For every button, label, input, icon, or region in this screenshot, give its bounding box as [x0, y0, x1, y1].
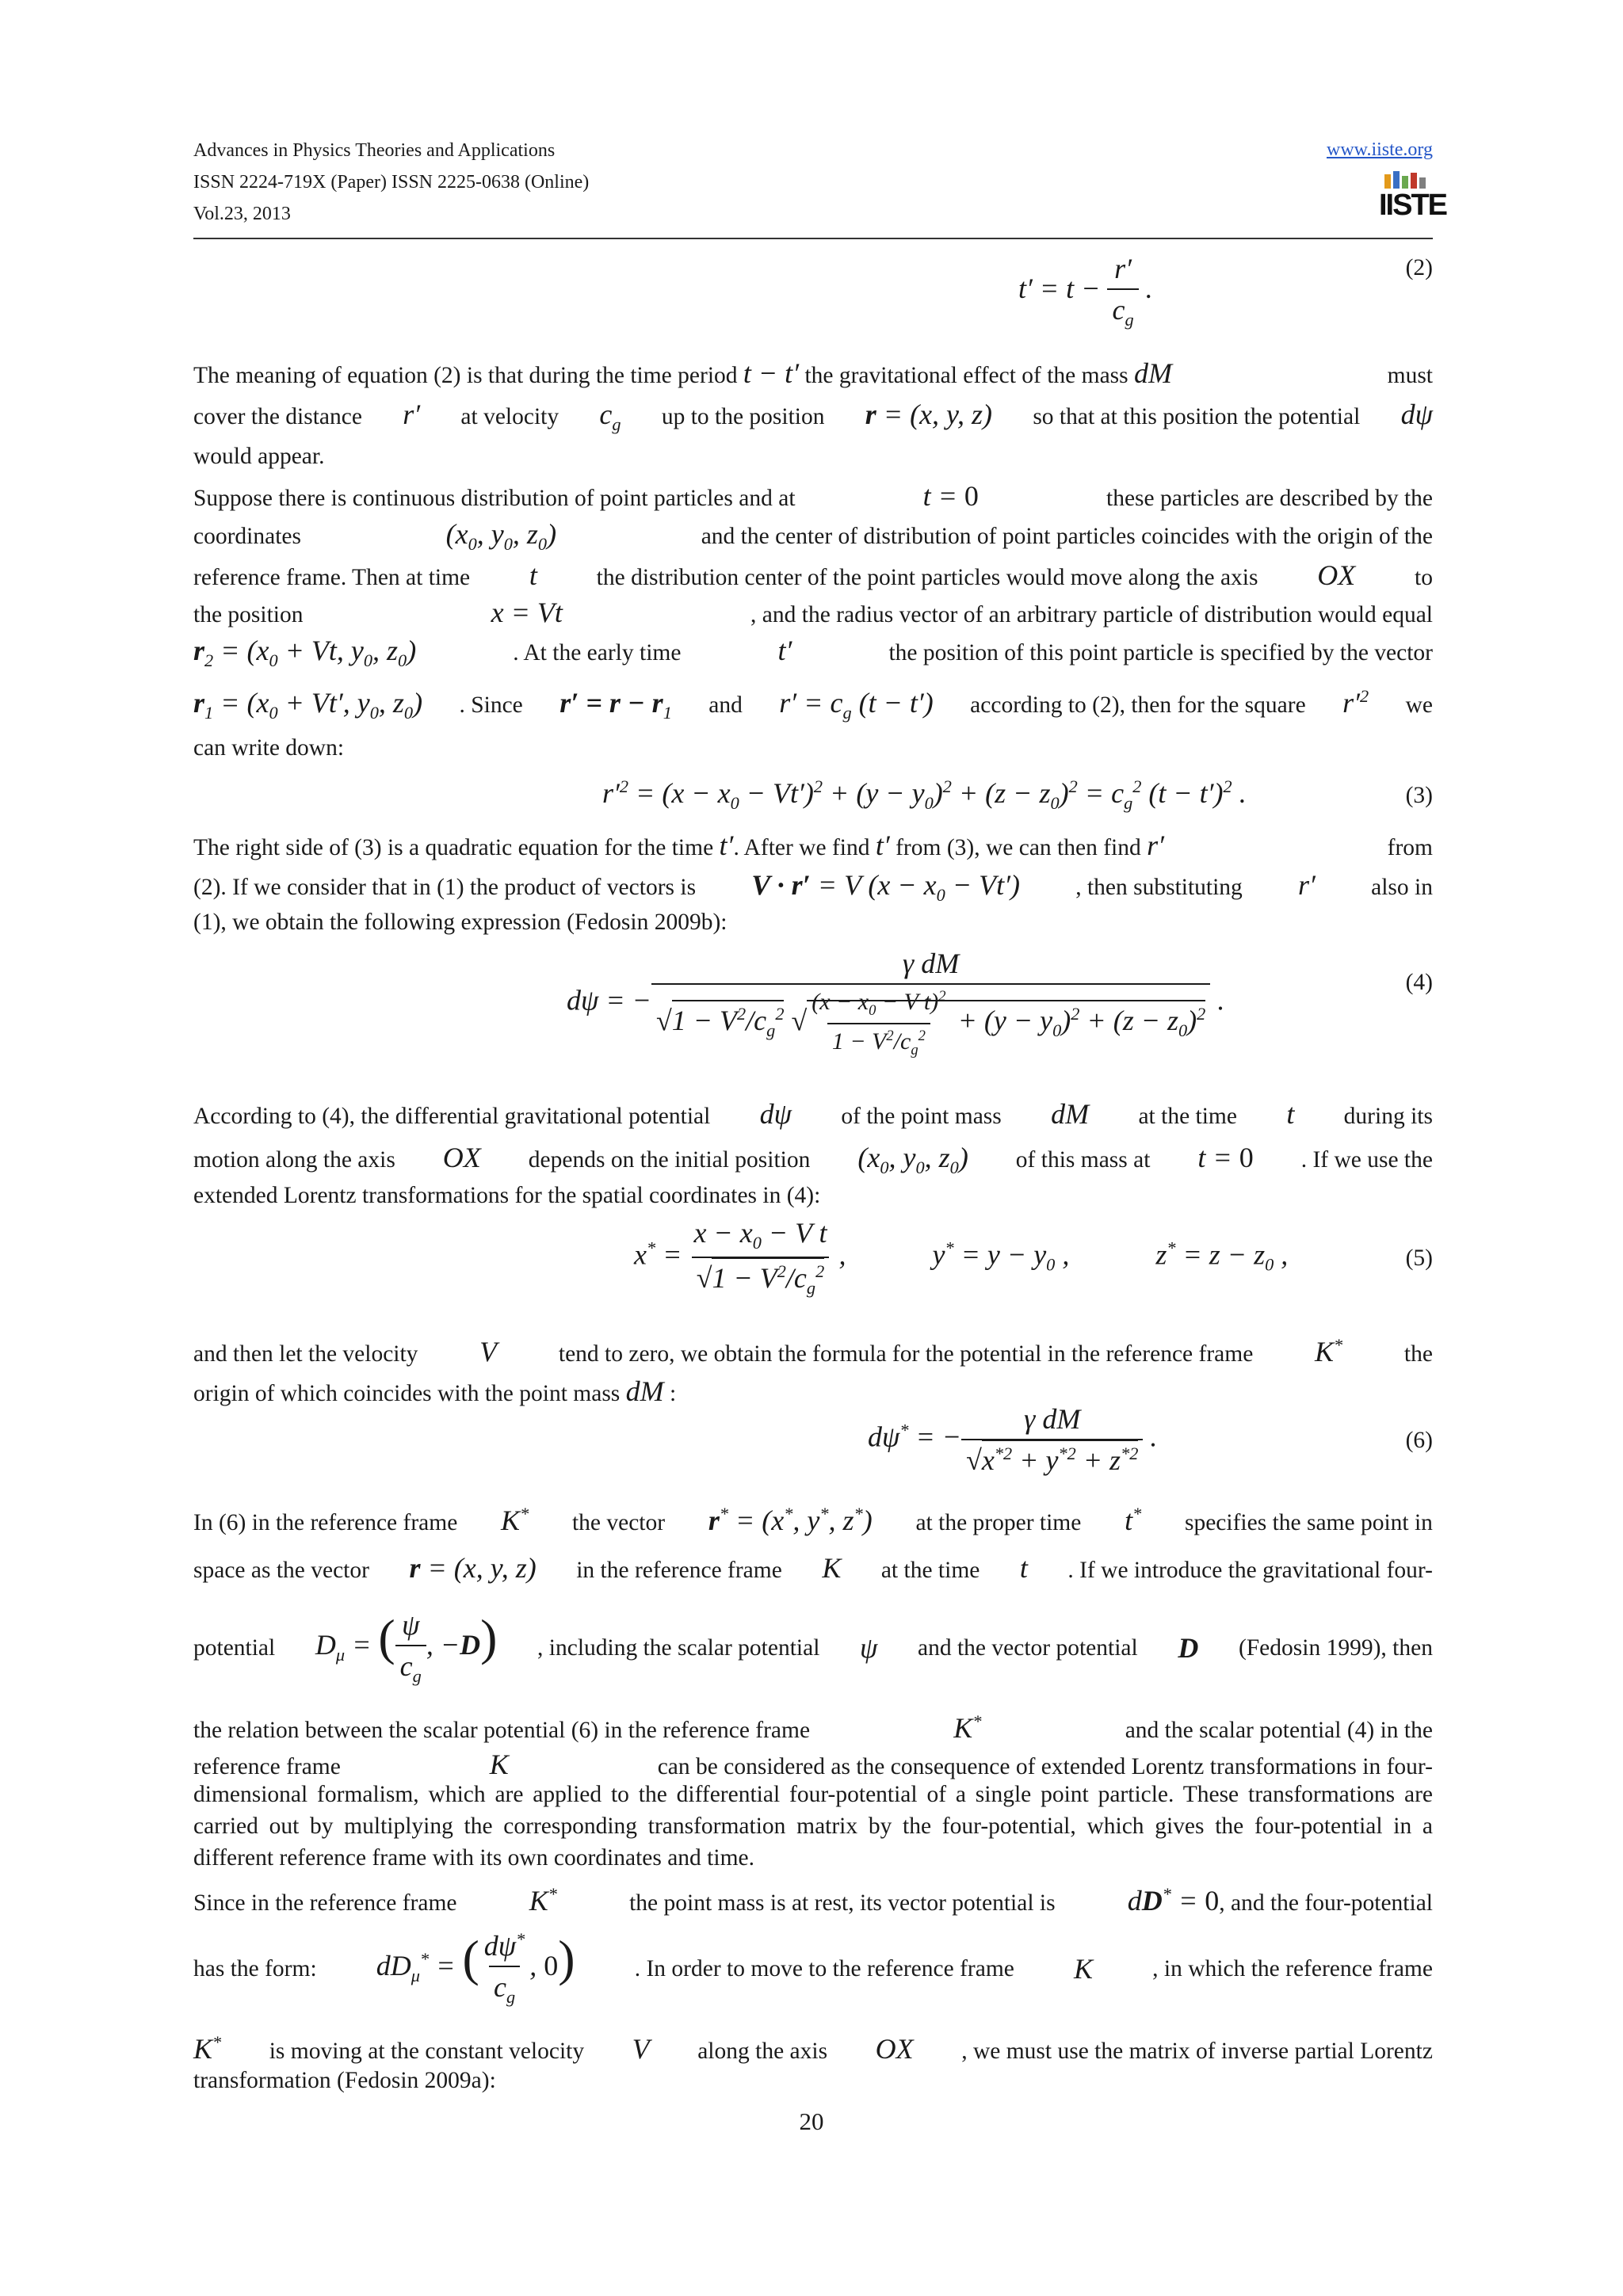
text-line: extended Lorentz transformations for the spatial coordinates in (4): [193, 1183, 821, 1208]
text-line: cover the distance r′ at velocity $c_g$ up to the position r = (x, y, z) so that at this position the potential dψ [193, 399, 1433, 435]
equation-4: dψ = − γ dM $√1 - V^2/c_g^2$ √ $\frac{(x - x_0 - V t)^2}{1 - V^2/c_g^2}$ + $(y - y_0)^2 + (z - z_0)^2$ . [567, 948, 1225, 1058]
equation-number-6: (6) [1405, 1428, 1433, 1453]
equation-3: $r'^2 = (x - x_0 - Vt')^2 + (y - y_0)^2 + (z - z_0)^2 = c_g^2$ $(t - t')^2$ . [602, 776, 1247, 814]
text-line: Since in the reference frame K* the point mass is at rest, its vector potential is dD* = 0, and the four-potential [193, 1884, 1433, 1917]
text-line: In (6) in the reference frame K* the vector r* = (x*, y*, z*) at the proper time t* specifies the same point in [193, 1504, 1433, 1536]
text-line: can write down: [193, 735, 345, 761]
text-line: $r_1 = (x_0 + Vt'$, $y_0$, $z_0$) . Since $r' = r - r_1$ and $r' = c_g$ (t − t′) according to (2), then for the square $r'^2$ we [193, 686, 1433, 723]
issn-line: ISSN 2224-719X (Paper) ISSN 2225-0638 (Online) [193, 172, 590, 193]
text-line: $r_2 = (x_0 + Vt$, $y_0$, $z_0$) . At the early time t′ the position of this point particle is specified by the vector [193, 635, 1433, 671]
text-line: Suppose there is continuous distribution of point particles and at t = 0 these particles are described by the [193, 480, 1433, 512]
text-line: reference frame. Then at time t the distribution center of the point particles would move along the axis OX to [193, 559, 1433, 591]
text-line: origin of which coincides with the point mass dM : [193, 1375, 677, 1407]
equation-number-4: (4) [1405, 970, 1433, 995]
text-line: The meaning of equation (2) is that during the time period t − t′ the gravitational effect of the mass dM must [193, 357, 1433, 389]
volume-line: Vol.23, 2013 [193, 204, 291, 224]
text-line: space as the vector r = (x, y, z) in the reference frame K at the time t . If we introduce the gravitational four- [193, 1552, 1433, 1584]
equation-5: x* = $\frac{x - x_0 - V t}{√1 - V^2/c_g^2}$ , $y^* = y - y_0$ , $z^* = z - z_0$ , [634, 1217, 1289, 1299]
text-line: the relation between the scalar potential (6) in the reference frame K* and the scalar potential (4) in the [193, 1711, 1433, 1744]
equation-number-2: (2) [1405, 255, 1433, 280]
equation-number-5: (5) [1405, 1245, 1433, 1271]
paragraph: dimensional formalism, which are applied to the differential four-potential of a single point particle. These transformations are carried out by multiplying the corresponding transformation matrix by the four-potential, which gives the four-potential in a different reference frame with its own coordinates and time. [193, 1782, 1433, 1871]
text-line: coordinates ($x_0$, $y_0$, $z_0$) and the center of distribution of point particles coincides with the origin of the [193, 518, 1433, 555]
website-link[interactable]: www.iiste.org [1327, 139, 1433, 160]
text-line: the position x = Vt , and the radius vector of an arbitrary particle of distribution would equal [193, 597, 1433, 628]
text-line: (2). If we consider that in (1) the product of vectors is V · r′ = V $(x - x_0 - Vt')$ , then substituting r′ also in [193, 869, 1433, 906]
iiste-logo-text: IISTE [1379, 189, 1447, 222]
text-line: The right side of (3) is a quadratic equation for the time t′. After we find t′ from (3), we can then find r′ from [193, 830, 1433, 861]
page-number: 20 [799, 2107, 824, 2135]
journal-title: Advances in Physics Theories and Applications [193, 140, 556, 161]
text-line: motion along the axis OX depends on the initial position ($x_0$, $y_0$, $z_0$) of this mass at t = 0 . If we use the [193, 1142, 1433, 1178]
text-line: would appear. [193, 444, 325, 469]
header-rule [193, 238, 1433, 239]
text-line: and then let the velocity V tend to zero, we obtain the formula for the potential in the reference frame K* the [193, 1335, 1433, 1367]
equation-6: dψ* = − $\frac{\text{γ dM}}{√x^{*2} + y^{*2} + z^{*2}}$ . [868, 1403, 1158, 1476]
text-line: K* is moving at the constant velocity V along the axis OX , we must use the matrix of inverse partial Lorentz [193, 2032, 1433, 2065]
equation-2: t′ = t − $\frac{r'}{c_g}$ . [1018, 253, 1153, 330]
iiste-logo-icon [1384, 171, 1430, 189]
equation-number-3: (3) [1405, 783, 1433, 808]
text-line: (1), we obtain the following expression (Fedosin 2009b): [193, 910, 727, 935]
text-line: potential $D_\mu$ = ( $\frac{\psi}{c_g}$ , −D) , including the scalar potential ψ and the vector potential D (Fedosin 1999), then [193, 1609, 1433, 1687]
text-line: reference frame K can be considered as the consequence of extended Lorentz transformations in four- [193, 1749, 1433, 1780]
text-line: transformation (Fedosin 2009a): [193, 2068, 496, 2093]
text-line: According to (4), the differential gravitational potential dψ of the point mass dM at the time t during its [193, 1098, 1433, 1130]
text-line: has the form: $dD_\mu^*$ = ( $\frac{d\psi^*}{c_g}$ , 0) . In order to move to the reference frame K , in which the reference frame [193, 1929, 1433, 2008]
